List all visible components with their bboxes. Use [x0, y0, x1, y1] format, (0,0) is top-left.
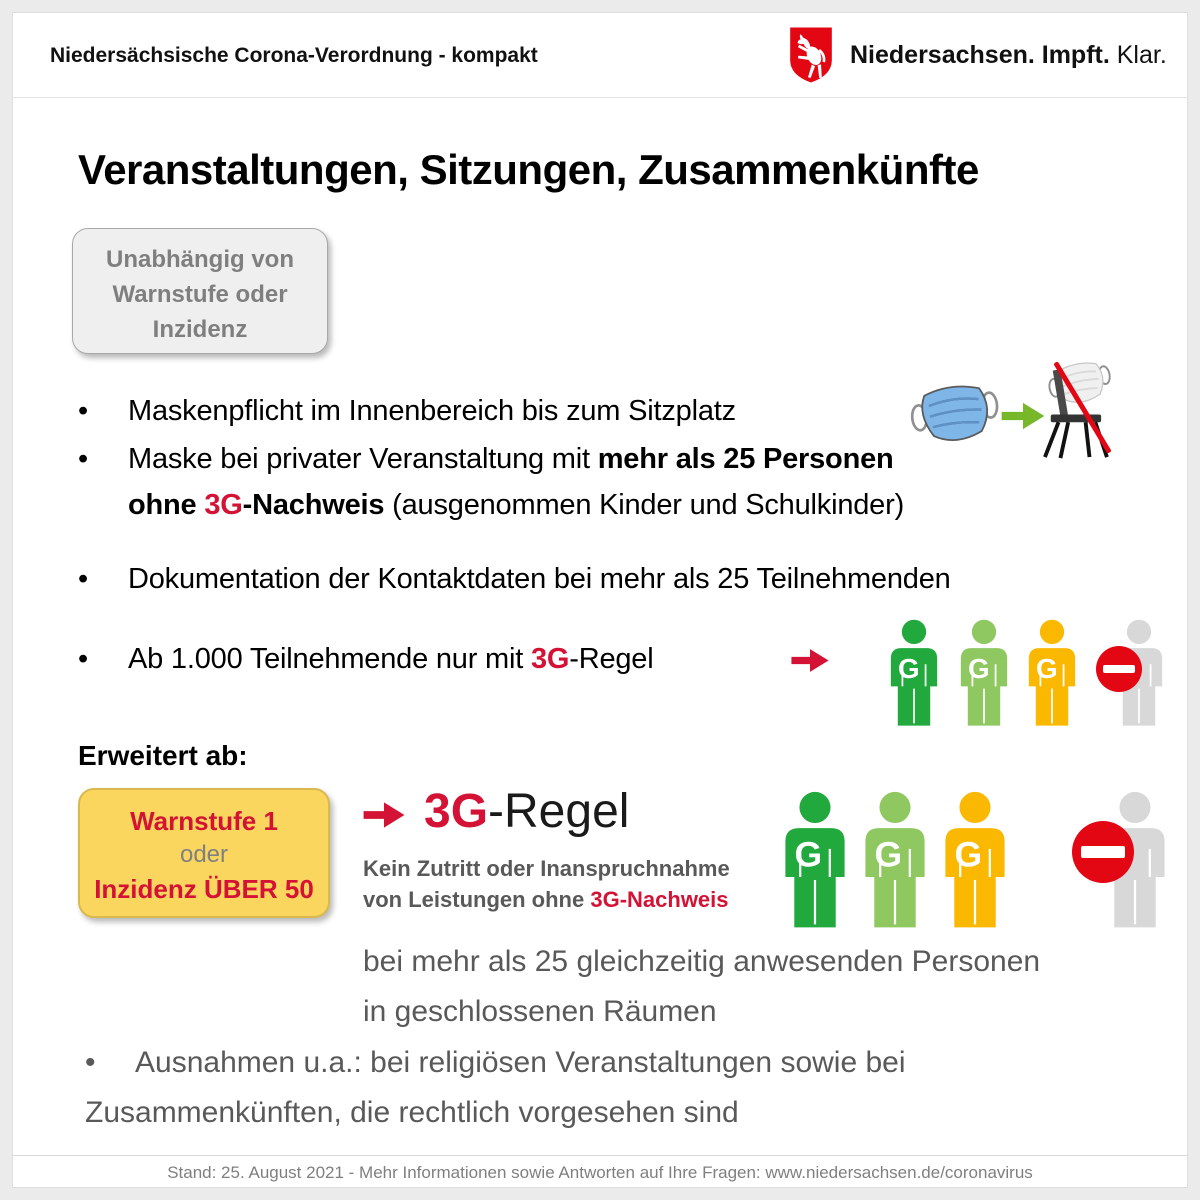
footer-text: Stand: 25. August 2021 - Mehr Informationen sowie Antworten auf Ihre Fragen: www.niedersachsen.de/coronavirus [167, 1163, 1033, 1182]
brand-text [850, 41, 1167, 70]
bullet2-bold: mehr als 25 Personen [597, 443, 894, 475]
bullet-maskenpflicht [78, 395, 736, 428]
person-g-green-light-icon [858, 785, 932, 935]
person-g-orange-icon [1023, 618, 1081, 728]
bullet-ab-1000 [78, 643, 653, 676]
no-entry-icon [1096, 646, 1142, 692]
header-divider [12, 97, 1188, 98]
rule-note-line1: Kein Zutritt oder Inanspruchnahme [363, 856, 730, 881]
bullet-dot [85, 1046, 135, 1080]
independent-box [72, 228, 328, 354]
document-title: Niedersächsische Corona-Verordnung - kompakt [50, 44, 538, 67]
svg-text:G: G [794, 834, 823, 875]
bullet4-3g: 3G [530, 643, 570, 675]
bullet3-text: Dokumentation der Kontaktdaten bei mehr als 25 Teilnehmenden [128, 563, 951, 595]
warnstufe-box [78, 788, 330, 918]
person-g-green-dark-icon [778, 785, 852, 935]
bullet-maske-privat-line2 [128, 489, 904, 522]
bullet-ausnahmen-line2 [85, 1096, 739, 1130]
rule-3g-red: 3G [424, 785, 489, 838]
bullet2-rest: (ausgenommen Kinder und Schulkinder) [384, 489, 905, 521]
svg-text:G: G [874, 834, 903, 875]
svg-text:G: G [897, 653, 920, 685]
bullet-ausnahmen [85, 1046, 906, 1080]
svg-text:G: G [1035, 653, 1058, 685]
bullet-maske-privat [78, 443, 894, 476]
brand-light: Klar. [1109, 40, 1167, 69]
rule-note-line2 [363, 887, 729, 913]
bullet4-part2: -Regel [569, 643, 654, 675]
bullet-dot [78, 643, 128, 676]
brand-bold: Niedersachsen. Impft. [850, 40, 1110, 69]
bullet-dokumentation [78, 563, 951, 596]
independent-box-line2: Warnstufe oder [112, 281, 288, 308]
bullet2-nachweis: -Nachweis [242, 489, 385, 521]
brand-block [788, 26, 1167, 84]
bullet2-ohne: ohne [128, 489, 205, 521]
svg-text:G: G [967, 653, 990, 685]
rule-note-gray: von Leistungen ohne [363, 887, 591, 912]
exceptions-line2: Zusammenkünften, die rechtlich vorgesehen sind [85, 1096, 739, 1129]
bullet2-part1: Maske bei privater Veranstaltung mit [128, 443, 598, 475]
condition-line1: bei mehr als 25 gleichzeitig anwesenden Personen [363, 945, 1041, 978]
footer-divider [12, 1155, 1188, 1156]
condition-line2: in geschlossenen Räumen [363, 995, 717, 1028]
warnstufe-line1: Warnstufe 1 [130, 806, 278, 836]
page-title: Veranstaltungen, Sitzungen, Zusammenkünfte [78, 146, 979, 193]
bullet-dot [78, 443, 128, 476]
bullet4-part1: Ab 1.000 Teilnehmende nur mit [128, 643, 531, 675]
no-entry-icon [1072, 821, 1134, 883]
rule-note-red: 3G-Nachweis [590, 887, 729, 912]
erweitert-heading: Erweitert ab: [78, 740, 248, 771]
warnstufe-line3: Inzidenz ÜBER 50 [94, 874, 314, 904]
surgical-mask-icon [907, 377, 1003, 452]
rule-3g-rest: -Regel [488, 785, 630, 838]
person-g-orange-icon [938, 785, 1012, 935]
independent-box-line3: Inzidenz [152, 316, 248, 343]
niedersachsen-coat-of-arms-icon [788, 26, 834, 84]
bullet-dot [78, 395, 128, 428]
bullet2-3g: 3G [204, 489, 243, 521]
person-g-green-dark-icon [885, 618, 943, 728]
warnstufe-line2: oder [179, 841, 229, 868]
independent-box-line1: Unabhängig von [106, 246, 294, 273]
red-arrow-icon [790, 646, 830, 675]
svg-text:G: G [954, 834, 983, 875]
red-arrow-icon [362, 799, 406, 831]
bullet-dot [78, 563, 128, 596]
person-g-green-light-icon [955, 618, 1013, 728]
rule-3g-heading [424, 784, 629, 839]
exceptions-line1: Ausnahmen u.a.: bei religiösen Veranstaltungen sowie bei [135, 1046, 906, 1079]
bullet1-text: Maskenpflicht im Innenbereich bis zum Sitzplatz [128, 395, 736, 427]
